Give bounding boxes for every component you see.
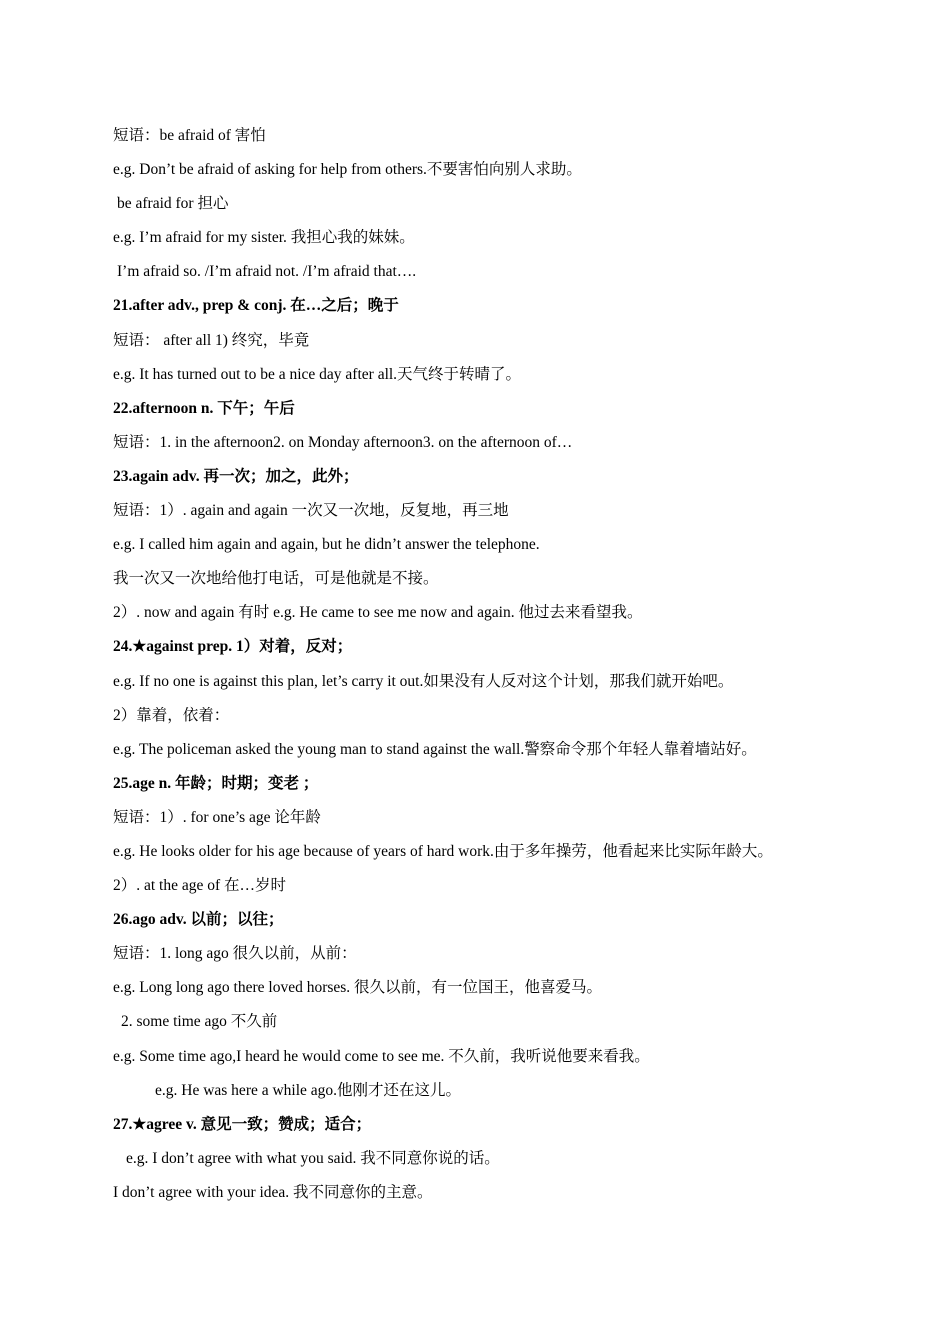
text-line: e.g. Don’t be afraid of asking for help from others.不要害怕向别人求助。 xyxy=(113,161,582,179)
text-line: e.g. Some time ago,I heard he would come to see me. 不久前，我听说他要来看我。 xyxy=(113,1047,650,1065)
entry-heading: 21.after adv., prep & conj. 在…之后；晚于 xyxy=(113,297,399,315)
entry-heading: 24.★against prep. 1）对着，反对； xyxy=(113,638,353,656)
text-line: 2）. at the age of 在…岁时 xyxy=(113,877,287,895)
text-line: 短语：1）. again and again 一次又一次地，反复地，再三地 xyxy=(113,502,509,520)
text-line: 短语：1. long ago 很久以前，从前： xyxy=(113,945,357,963)
text-line: 2. some time ago 不久前 xyxy=(121,1013,278,1031)
text-line: e.g. It has turned out to be a nice day after all.天气终于转晴了。 xyxy=(113,365,522,383)
text-line: e.g. The policeman asked the young man to stand against the wall.警察命令那个年轻人靠着墙站好。 xyxy=(113,740,757,758)
text-line: e.g. I called him again and again, but he didn’t answer the telephone. xyxy=(113,536,540,554)
text-line: e.g. He looks older for his age because of years of hard work.由于多年操劳，他看起来比实际年龄大。 xyxy=(113,842,773,860)
text-line: e.g. He was here a while ago.他刚才还在这儿。 xyxy=(155,1081,462,1099)
text-line: I’m afraid so. /I’m afraid not. /I’m afraid that…. xyxy=(117,263,417,281)
text-line: e.g. I’m afraid for my sister. 我担心我的妹妹。 xyxy=(113,229,415,247)
text-line: e.g. I don’t agree with what you said. 我不同意你说的话。 xyxy=(126,1149,500,1167)
text-line: be afraid for 担心 xyxy=(117,195,229,213)
entry-heading: 22.afternoon n. 下午；午后 xyxy=(113,399,295,417)
entry-heading: 23.again adv. 再一次；加之，此外； xyxy=(113,467,359,485)
text-line: 短语：1. in the afternoon2. on Monday afternoon3. on the afternoon of… xyxy=(113,433,573,451)
document-body xyxy=(113,124,913,1215)
text-line: e.g. If no one is against this plan, let’s carry it out.如果没有人反对这个计划，那我们就开始吧。 xyxy=(113,672,734,690)
text-line: 短语：be afraid of 害怕 xyxy=(113,127,266,144)
entry-heading: 27.★agree v. 意见一致；赞成；适合； xyxy=(113,1115,372,1133)
text-line: 我一次又一次地给他打电话，可是他就是不接。 xyxy=(113,570,439,588)
text-line: I don’t agree with your idea. 我不同意你的主意。 xyxy=(113,1183,433,1201)
entry-heading: 25.age n. 年龄；时期；变老 ； xyxy=(113,774,319,792)
text-line: 2）靠着，依着： xyxy=(113,706,230,724)
text-line: 2）. now and again 有时 e.g. He came to see me now and again. 他过去来看望我。 xyxy=(113,604,643,622)
text-line: 短语：1）. for one’s age 论年龄 xyxy=(113,808,321,826)
text-line: 短语： after all 1) 终究，毕竟 xyxy=(113,331,310,349)
entry-heading: 26.ago adv. 以前；以往； xyxy=(113,911,284,929)
text-line: e.g. Long long ago there loved horses. 很久以前，有一位国王，他喜爱马。 xyxy=(113,979,603,997)
